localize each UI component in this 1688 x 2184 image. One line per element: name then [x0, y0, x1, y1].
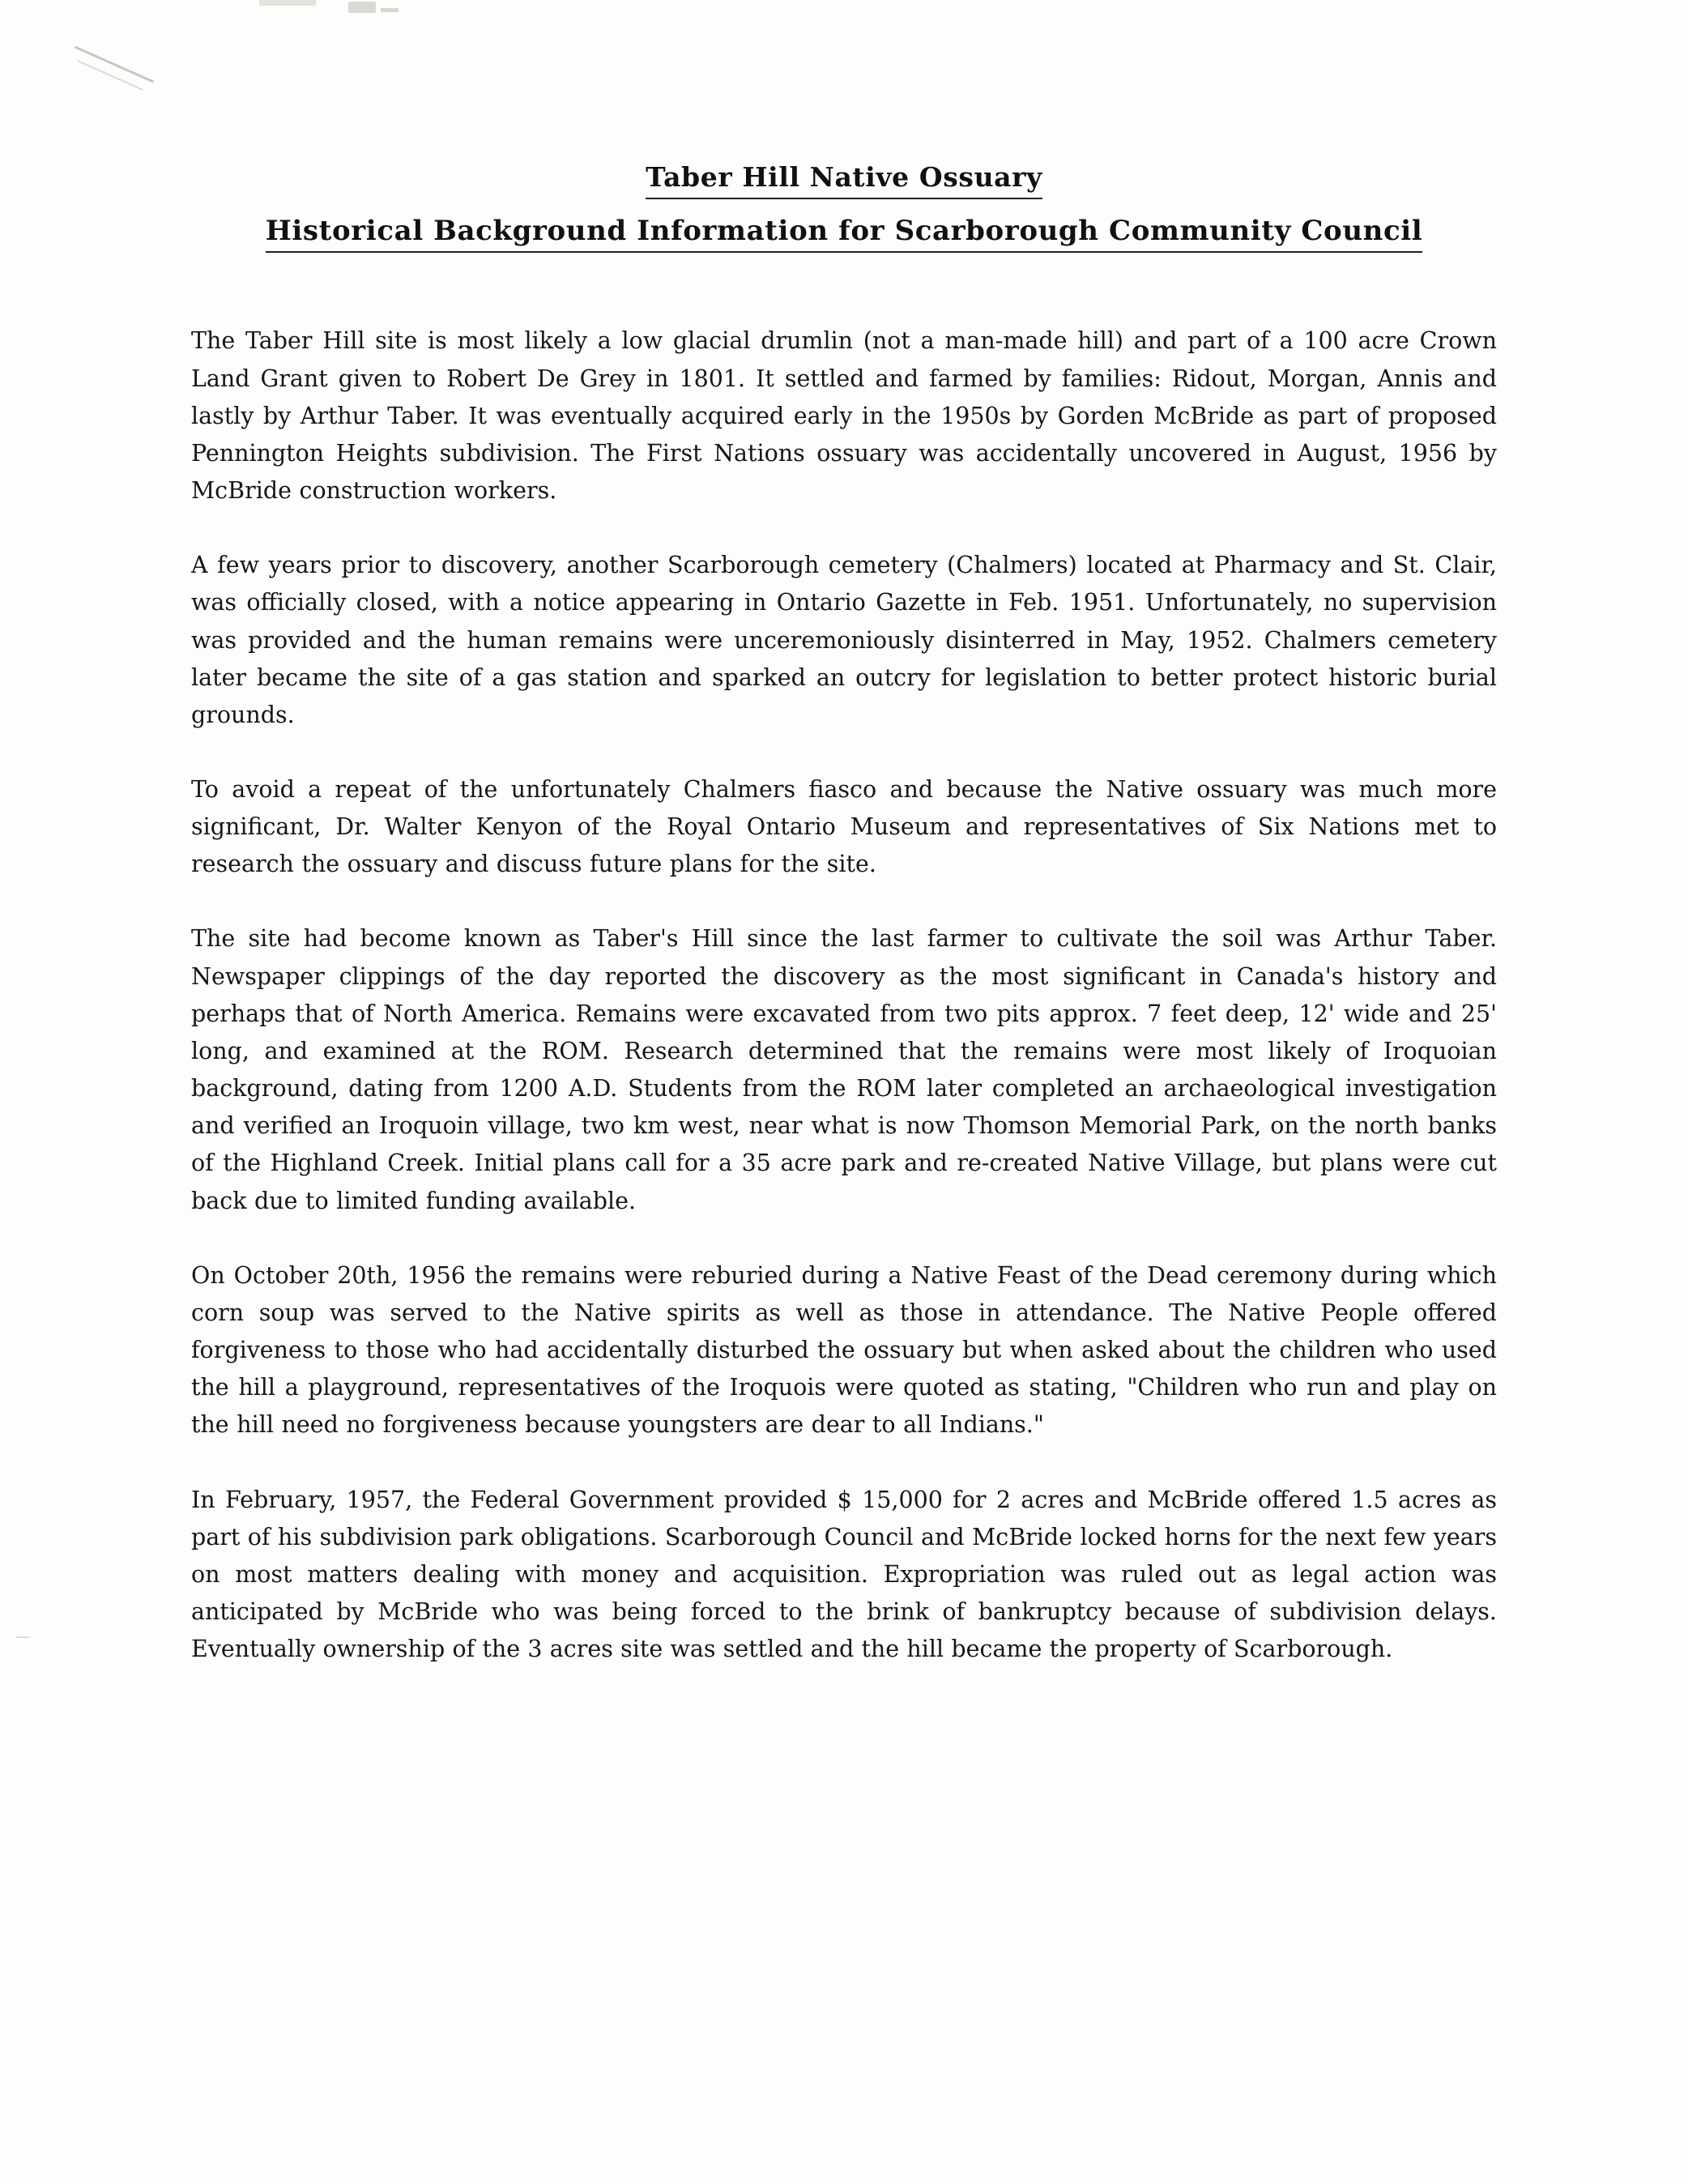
paragraph-5: On October 20th, 1956 the remains were reburied during a Native Feast of the Dead ceremony during which corn soup was served to the Native spirits as well as those in attendance. The Native People offered forgiveness to those who had accidentally disturbed the ossuary but when asked about the children who used the hill a playground, representatives of the Iroquois were quoted as stating, "Children who run and play on the hill need no forgiveness because youngsters are dear to all Indians." — [191, 1261, 1497, 1439]
paragraph-2: A few years prior to discovery, another Scarborough cemetery (Chalmers) located at Pharmacy and St. Clair, was officially closed, with a notice appearing in Ontario Gazette in Feb. 1951. Unfortunately, no supervision was provided and the human remains were unceremoniously disinterred in May, 1952. Chalmers cemetery later became the site of a gas station and sparked an outcry for legislation to better protect historic burial grounds. — [191, 552, 1497, 728]
scan-artifact-top-left — [259, 0, 316, 6]
scan-artifact-top-middle — [348, 2, 376, 13]
paragraph-3: To avoid a repeat of the unfortunately Chalmers fiasco and because the Native ossuary was much more significant, Dr. Walter Kenyon of the Royal Ontario Museum and representatives of Six Nations met to research the ossuary and discuss future plans for the site. — [191, 776, 1497, 878]
document-body — [191, 159, 1497, 1668]
paragraph-1: The Taber Hill site is most likely a low glacial drumlin (not a man-made hill) and part of a 100 acre Crown Land Grant given to Robert De Grey in 1801. It settled and farmed by families: Ridout, Morgan, Annis and lastly by Arthur Taber. It was eventually acquired early in the 1950s by Gorden McBride as part of proposed Pennington Heights subdivision. The First Nations ossuary was accidentally uncovered in August, 1956 by McBride construction workers. — [191, 327, 1497, 505]
paragraph-6: In February, 1957, the Federal Government provided $ 15,000 for 2 acres and McBride offered 1.5 acres as part of his subdivision park obligations. Scarborough Council and McBride locked horns for the next few years on most matters dealing with money and acquisition. Expropriation was ruled out as legal action was anticipated by McBride who was being forced to the brink of bankruptcy because of subdivision delays. Eventually ownership of the 3 acres site was settled and the hill became the property of Scarborough. — [191, 1486, 1497, 1663]
document-title-block — [191, 159, 1497, 253]
document-title-primary: Taber Hill Native Ossuary — [646, 159, 1042, 199]
scan-artifact-diagonal-mark-secondary — [77, 60, 143, 91]
document-title-subtitle: Historical Background Information for Scarborough Community Council — [266, 212, 1423, 254]
scan-artifact-top-right — [381, 8, 399, 12]
paragraph-4: The site had become known as Taber's Hill since the last farmer to cultivate the soil was Arthur Taber. Newspaper clippings of the day reported the discovery as the most significant in Canada's history and perhaps that of North America. Remains were excavated from two pits approx. 7 feet deep, 12' wide and 25' long, and examined at the ROM. Research determined that the remains were most likely of Iroquoian background, dating from 1200 A.D. Students from the ROM later completed an archaeological investigation and verified an Iroquoin village, two km west, near what is now Thomson Memorial Park, on the north banks of the Highland Creek. Initial plans call for a 35 acre park and re-created Native Village, but plans were cut back due to limited funding available. — [191, 925, 1497, 1214]
scan-artifact-left-edge-fleck — [16, 1636, 29, 1638]
